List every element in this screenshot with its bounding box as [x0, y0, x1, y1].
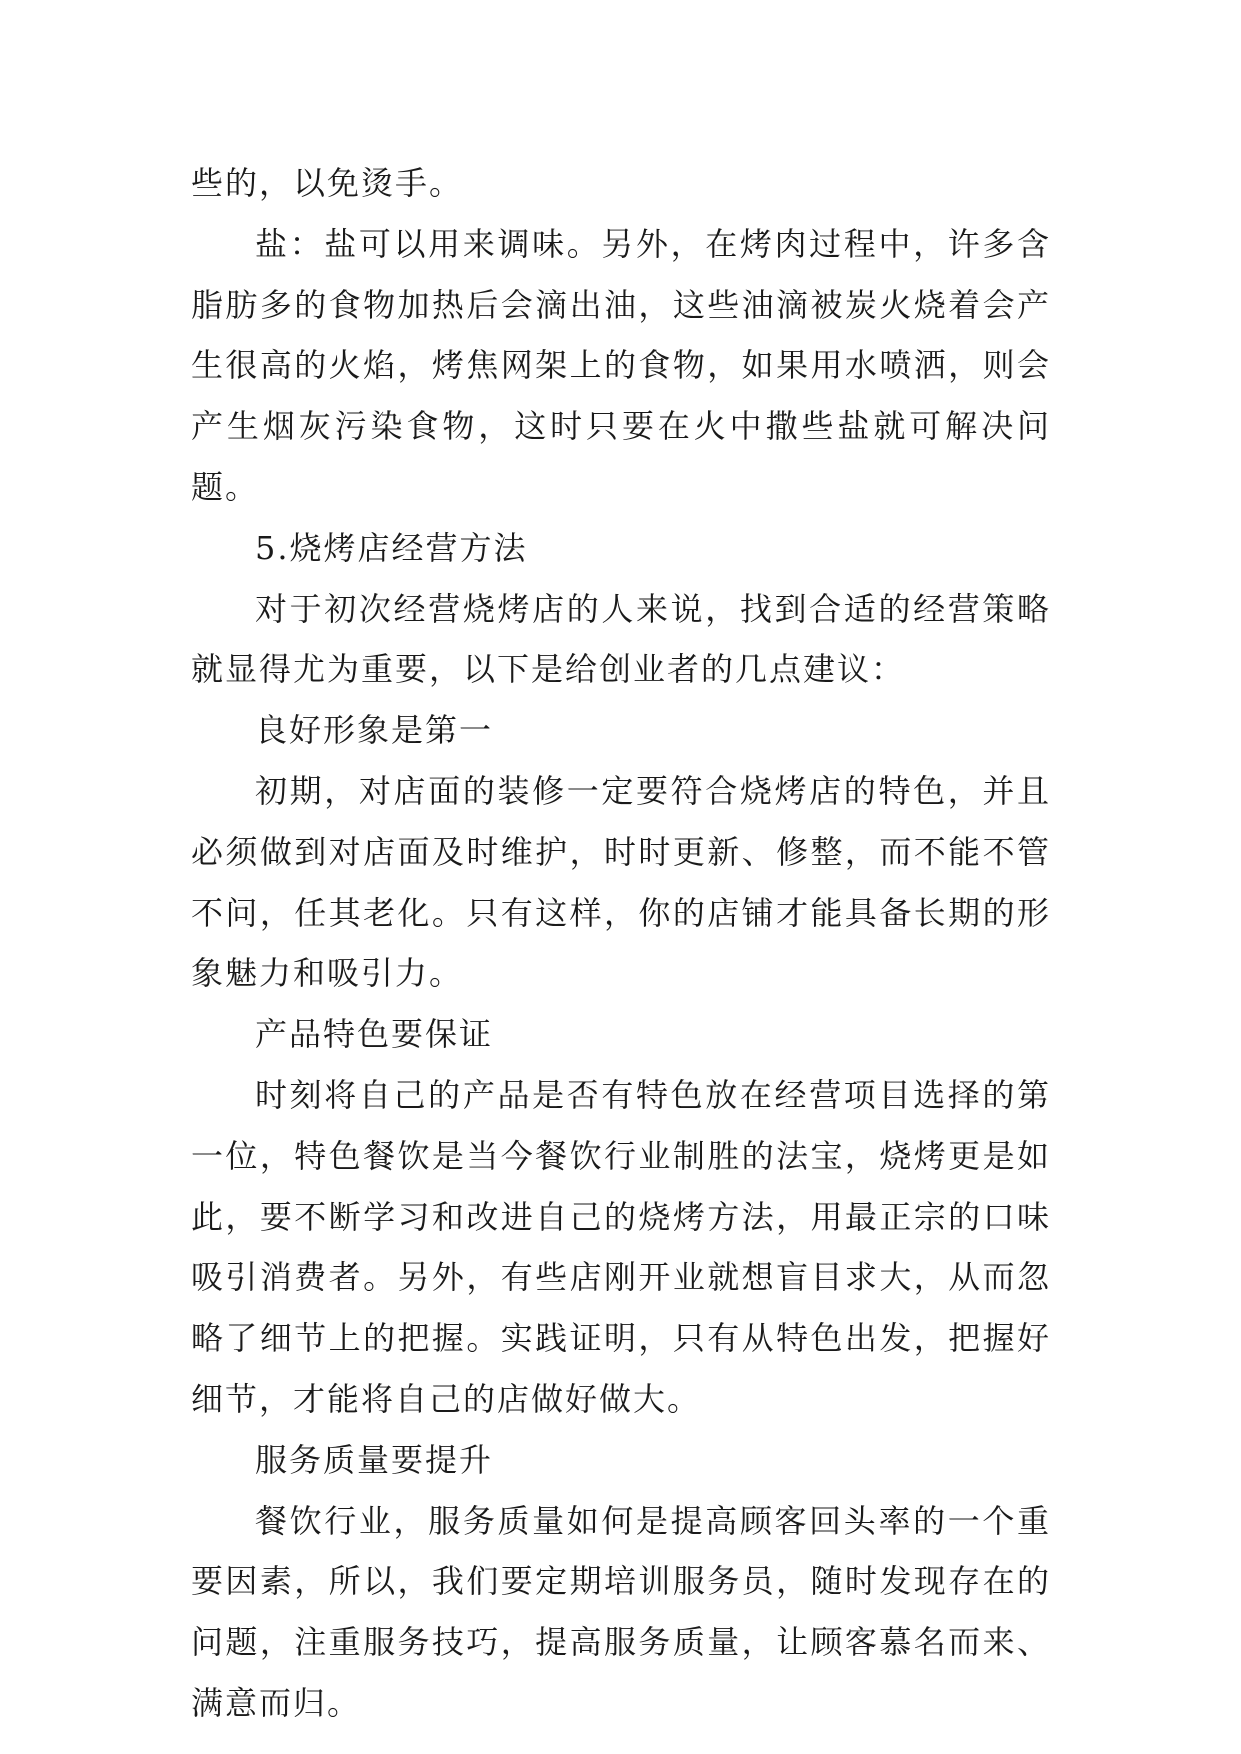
subheading-service-quality: 服务质量要提升	[255, 1440, 494, 1479]
paragraph-service-quality: 餐饮行业，服务质量如何是提高顾客回头率的一个重要因素，所以，我们要定期培训服务员，随时发现存在的问题，注重服务技巧，提高服务质量，让顾客慕名而来、满意而归。	[191, 1501, 1051, 1722]
paragraph-intro-advice: 对于初次经营烧烤店的人来说，找到合适的经营策略就显得尤为重要，以下是给创业者的几点建议：	[191, 589, 1051, 689]
paragraph-continuation: 些的，以免烫手。	[191, 164, 464, 202]
section-heading-business-methods: 5.烧烤店经营方法	[255, 528, 528, 567]
subheading-good-image: 良好形象是第一	[255, 711, 494, 750]
paragraph-good-image: 初期，对店面的装修一定要符合烧烤店的特色，并且必须做到对店面及时维护，时时更新、修整，而不能不管不问，任其老化。只有这样，你的店铺才能具备长期的形象魅力和吸引力。	[191, 771, 1051, 993]
paragraph-product-features: 时刻将自己的产品是否有特色放在经营项目选择的第一位，特色餐饮是当今餐饮行业制胜的法宝，烧烤更是如此，要不断学习和改进自己的烧烤方法，用最正宗的口味吸引消费者。另外，有些店刚开业就想盲目求大，从而忽略了细节上的把握。实践证明，只有从特色出发，把握好细节，才能将自己的店做好做大。	[191, 1075, 1051, 1418]
paragraph-salt: 盐：盐可以用来调味。另外，在烤肉过程中，许多含脂肪多的食物加热后会滴出油，这些油滴被炭火烧着会产生很高的火焰，烤焦网架上的食物，如果用水喷洒，则会产生烟灰污染食物，这时只要在火中撒些盐就可解决问题。	[191, 224, 1051, 506]
document-body	[191, 153, 1051, 1734]
subheading-product-features: 产品特色要保证	[255, 1015, 494, 1054]
